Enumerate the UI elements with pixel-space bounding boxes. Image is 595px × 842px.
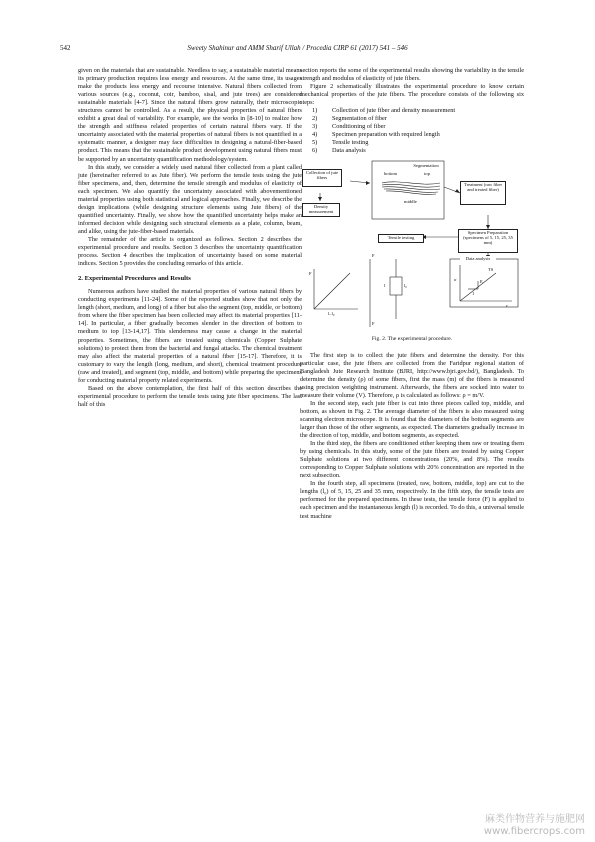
force-axis-label: F [309,270,312,276]
extension-axis-label: l–l₀ [328,310,335,316]
list-item: 1) Collection of jute fiber and density measurement [312,107,456,115]
length-label: l [384,282,386,288]
paragraph: given on the materials that are sustainable. Needless to say, a sustainable material means its primary production requires less energy and resources. At the same time, its usages make the products less energy and recourse intensive. Natural fibers collected from various sources (e.g., coconut, coir, bamboo, sisal, and jute trees) are considered sustainable materials [4-7]. Since the natural fibers grow naturally, their microscopic structures cannot be controlled. As a result, the physical properties of natural fibers exhibit a great deal of variability. For example, see the works in [8-10] to realize how the strength and stiffness related properties of certain natural fibers vary. If the uncertainty associated with the material properties of natural fibers is not quantified in a systematic manner, a designer may face difficulties in designing a natural-fiber-based product. This means that the sustainable product development using natural fibers must be supported by an uncertainty quantification methodology/system. [78,67,302,163]
section-heading: 2. Experimental Procedures and Results [78,275,191,283]
treatment-box: Treatment (raw fiber and treated fiber) [460,181,506,205]
paragraph: The remainder of the article is organized as follows. Section 2 describes the experimental procedure and results. Section 3 describes the uncertainty quantification process. Section 4 describes the implication of uncertainty based on some material indices. Section 5 provides the concluding remarks of this article. [78,235,302,268]
list-item: 3) Conditioning of fiber [312,123,386,131]
watermark: 麻类作物营养与施肥网 www.fibercrops.com [483,814,585,837]
left-column [78,67,302,409]
force-label: F [372,320,375,326]
list-item: 4) Specimen preparation with required length [312,131,440,139]
paragraph: The first step is to collect the jute fibers and determine the density. For this particular case, the jute fibers are collected from the Faridpur regional station of Bangladesh Jute Research Institute (BJRI, http://www.bjri.gov.bd/), Bangladesh. To determine the density (ρ) of some fibers, first the mass (m) of the fibers is measured using precision weighting instrument. Afterwards, the fibers are socked into water to measure their volume (V). Therefore, ρ is calculated as follows: ρ = m/V. [300,351,524,399]
segmentation-label: Segmentation [410,163,442,170]
paragraph: In the second step, each jute fiber is cut into three pieces called top, middle, and bottom, as shown in Fig. 2. The average diameter of the fibers is also measured using scanning electron microscope. It is found that the diameters of the bottom segments are larger than those of the other segments, as expected. The diameters gradually increase in the direction of top, middle, and bottom segments, as expected. [300,399,524,440]
density-box: Density measurement [302,203,340,217]
experimental-procedure-figure [300,159,524,333]
steps-list [300,107,524,155]
paragraph: Numerous authors have studied the material properties of various natural fibers by conducting experiments [11-24]. Some of the reported studies show that not only the length (short, medium, and long) of a fiber but also the segment (top, middle, or bottom) from where the fiber specimen has been collected may affect its material properties [11-14]. In particular, a fiber gradually becomes slender in the direction of bottom to medium to top [13-14,17]. This slenderness may cause a change in the material properties. Sometimes, the fibers are treated using chemicals (Copper Sulphate solutions) to protect them from the bacterial and fungal attacks. The chemical treatment may also affect the material properties of a natural fiber [15-17]. Therefore, it is customary to vary the length (long, medium, and short), chemical treatment procedure (raw and treated), and segment (top, middle, and bottom) while preparing the specimens for conducting material property related experiments. [78,288,302,384]
page-number: 542 [60,44,71,52]
modulus-label: E [480,278,483,284]
paragraph: In the fourth step, all specimens (treated, raw, bottom, middle, top) are cut to the lengths (l₀) of 5, 15, 25 and 35 mm, respectively. In the fifth step, the tensile tests are performed for the prepared specimens. In these tests, the tensile force (F) is applied to each specimen and the instantaneous length (l) is recorded. To do this, a universal tensile test machine [300,480,524,520]
list-item: 5) Tensile testing [312,139,369,147]
unit-label: 1 [472,290,475,296]
paragraph: In this study, we consider a widely used natural fiber collected from a plant called jute (hereinafter referred to as Jute fiber). We perform the tensile tests using the jute fiber specimens, and, then, determine the tensile strength and modulus of elasticity of each specimen. We also quantify the uncertainty associated with abovementioned material properties using both statistical and logical approaches. Finally, we describe the design implications (while designing structure elements using Jute fibers) of the quantified uncertainty. Finally, we show how the quantified uncertainty helps make an informed decision while designing such structural elements as a plate, column, beam, and alike, using the jute-fiber-based materials. [78,163,302,235]
epsilon-label: ε [506,302,508,308]
top-label: top [424,170,430,176]
bottom-label: bottom [384,170,398,176]
list-item: 6) Data analysis [312,147,366,155]
data-analysis-label: Data analysis [460,256,496,263]
force-label: F [372,252,375,258]
gauge-length-label: l₀ [404,282,407,288]
collection-box: Collection of jute fibers [302,169,342,187]
right-column [300,67,524,521]
specimen-box: Specimen Preparation (specimens of 5, 15, 25, 35 mm) [458,229,518,253]
list-item: 2) Segmentation of fiber [312,115,387,123]
running-title: Sweety Shahinur and AMM Sharif Ullah / Procedia CIRP 61 (2017) 541 – 546 [187,44,408,52]
tensile-box: Tensile testing [378,234,424,243]
ts-label: TS [488,266,494,272]
paragraph: Based on the above contemplation, the first half of this section describes the experimental procedure to perform the tensile tests using jute fiber specimens. The last half of this [78,384,302,408]
figure-caption: Fig. 2. The experimental procedure. [371,335,453,342]
paragraph: section reports the some of the experimental results showing the variability in the tensile strength and modulus of elasticity of jute fibers. [300,67,524,83]
paragraph: In the third step, the fibers are conditioned either keeping them raw or treating them by using chemicals. In this study, some of the jute fibers are treated by using Copper Sulphate solutions at two different concentrations (20%, and 8%). The results corresponding to Copper Sulphate solutions with 20% concentration are reported in the next subsection. [300,440,524,480]
paragraph: Figure 2 schematically illustrates the experimental procedure to know certain mechanical properties of the jute fibers. The procedure consists of the following six steps: [300,83,524,107]
middle-label: middle [404,198,417,204]
sigma-label: σ [454,276,457,282]
